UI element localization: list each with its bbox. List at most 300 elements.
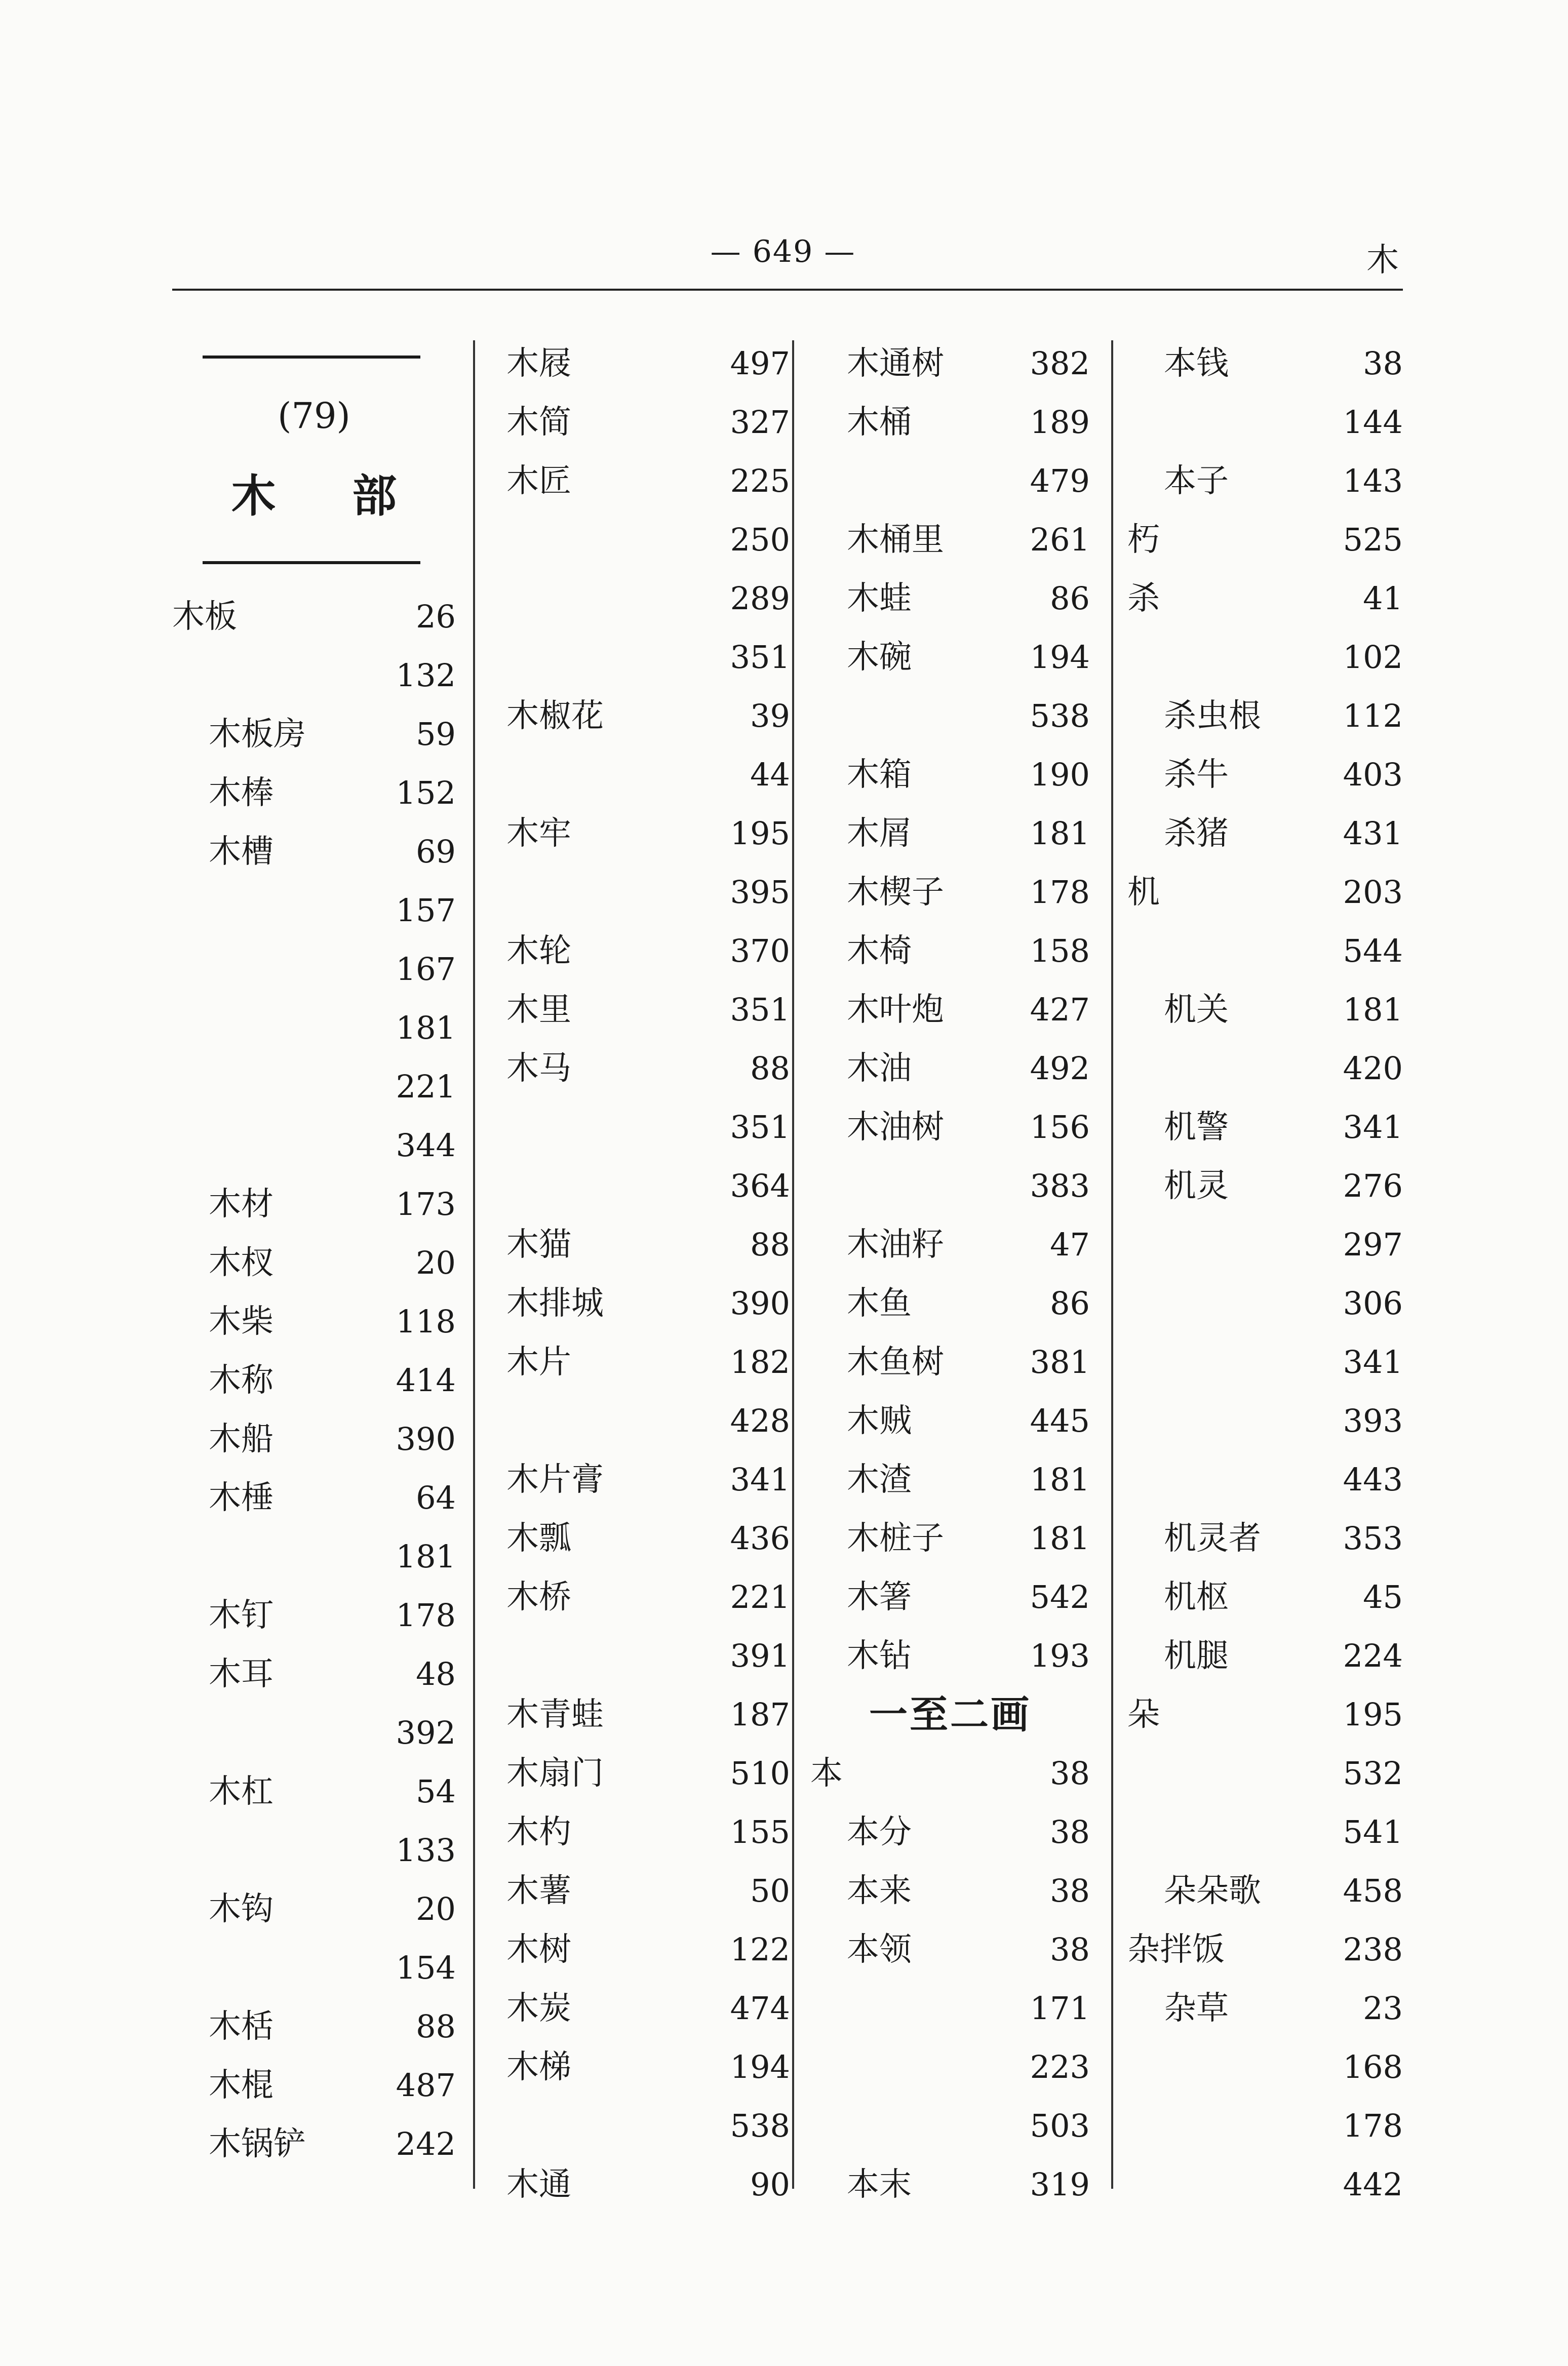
entry-page-number: 181 xyxy=(396,1538,456,1575)
entry-word: 杀牛 xyxy=(1164,756,1229,794)
index-entry xyxy=(810,510,1090,569)
entry-page-number: 525 xyxy=(1343,521,1403,558)
index-entry xyxy=(506,2097,790,2155)
index-entry xyxy=(506,334,790,393)
entry-page-number: 479 xyxy=(1030,462,1090,499)
index-entry xyxy=(172,1997,456,2056)
entry-page-number: 225 xyxy=(730,462,790,499)
index-entry xyxy=(172,2115,456,2174)
entry-page-number: 86 xyxy=(1050,1285,1090,1322)
index-entry xyxy=(1127,1215,1403,1274)
index-entry xyxy=(810,628,1090,687)
entry-page-number: 156 xyxy=(1030,1109,1090,1146)
entry-page-number: 351 xyxy=(730,639,790,676)
entry-page-number: 503 xyxy=(1030,2107,1090,2144)
header-rule xyxy=(172,289,1403,291)
index-entry xyxy=(810,1862,1090,1920)
entry-page-number: 223 xyxy=(1030,2048,1090,2085)
entry-page-number: 195 xyxy=(1343,1696,1403,1733)
entry-page-number: 178 xyxy=(1343,2107,1403,2144)
entry-page-number: 38 xyxy=(1050,1872,1090,1909)
entry-word: 木椅 xyxy=(847,932,912,970)
entry-page-number: 393 xyxy=(1343,1402,1403,1439)
entry-word: 木桥 xyxy=(506,1579,571,1616)
index-entry xyxy=(1127,980,1403,1039)
entry-word: 木板 xyxy=(172,598,237,636)
entry-page-number: 420 xyxy=(1343,1050,1403,1087)
entry-page-number: 390 xyxy=(730,1285,790,1322)
entry-word: 木油 xyxy=(847,1050,912,1087)
entry-word: 杀 xyxy=(1127,580,1160,617)
index-entry xyxy=(810,1744,1090,1803)
entry-word: 木牢 xyxy=(506,815,571,852)
entry-word: 木椒花 xyxy=(506,697,604,735)
index-entry xyxy=(1127,1157,1403,1215)
entry-word: 木里 xyxy=(506,991,571,1029)
entry-word: 木简 xyxy=(506,404,571,441)
entry-word: 木箱 xyxy=(847,756,912,794)
index-entry xyxy=(172,2056,456,2115)
entry-page-number: 442 xyxy=(1343,2166,1403,2203)
entry-page-number: 178 xyxy=(1030,874,1090,911)
entry-page-number: 224 xyxy=(1343,1637,1403,1674)
index-entry xyxy=(506,452,790,510)
entry-word: 木青蛙 xyxy=(506,1696,604,1733)
entry-page-number: 38 xyxy=(1050,1755,1090,1792)
entry-page-number: 351 xyxy=(730,991,790,1028)
entry-word: 木轮 xyxy=(506,932,571,970)
entry-word: 木马 xyxy=(506,1050,571,1087)
entry-page-number: 133 xyxy=(396,1832,456,1869)
index-entry xyxy=(1127,334,1403,393)
index-entry xyxy=(172,1880,456,1939)
entry-page-number: 171 xyxy=(1030,1990,1090,2027)
entry-page-number: 158 xyxy=(1030,932,1090,969)
index-entry xyxy=(1127,1862,1403,1920)
entry-word: 木片 xyxy=(506,1344,571,1381)
entry-word: 本领 xyxy=(847,1931,912,1968)
index-entry xyxy=(810,393,1090,452)
index-entry xyxy=(172,940,456,999)
entry-page-number: 544 xyxy=(1343,932,1403,969)
entry-page-number: 383 xyxy=(1030,1167,1090,1204)
entry-page-number: 178 xyxy=(396,1597,456,1634)
entry-page-number: 54 xyxy=(416,1773,456,1810)
entry-page-number: 487 xyxy=(396,2067,456,2104)
entry-page-number: 194 xyxy=(1030,639,1090,676)
entry-page-number: 428 xyxy=(730,1402,790,1439)
entry-word: 木贼 xyxy=(847,1402,912,1440)
entry-page-number: 88 xyxy=(750,1050,790,1087)
entry-page-number: 173 xyxy=(396,1186,456,1223)
section-title: 木 部 xyxy=(231,470,427,522)
entry-word: 本来 xyxy=(847,1872,912,1910)
index-entry xyxy=(1127,1274,1403,1333)
index-entry xyxy=(1127,1098,1403,1157)
subsection-title: 一至二画 xyxy=(869,1692,1031,1737)
entry-page-number: 203 xyxy=(1343,874,1403,911)
entry-page-number: 69 xyxy=(416,833,456,870)
entry-page-number: 45 xyxy=(1363,1579,1403,1615)
index-entry xyxy=(506,1157,790,1215)
entry-page-number: 344 xyxy=(396,1127,456,1164)
entry-page-number: 306 xyxy=(1343,1285,1403,1322)
entry-page-number: 370 xyxy=(730,932,790,969)
entry-page-number: 182 xyxy=(730,1344,790,1381)
entry-page-number: 44 xyxy=(750,756,790,793)
index-entry xyxy=(1127,2097,1403,2155)
index-entry xyxy=(506,1450,790,1509)
entry-page-number: 195 xyxy=(730,815,790,852)
entry-page-number: 403 xyxy=(1343,756,1403,793)
index-entry xyxy=(810,1215,1090,1274)
column-divider xyxy=(1111,340,1113,2189)
index-entry xyxy=(810,980,1090,1039)
index-column-4 xyxy=(1127,334,1403,2214)
index-entry xyxy=(1127,628,1403,687)
entry-word: 本分 xyxy=(847,1813,912,1851)
index-entry xyxy=(810,1627,1090,1685)
entry-word: 木碗 xyxy=(847,639,912,676)
entry-page-number: 538 xyxy=(730,2107,790,2144)
index-entry xyxy=(810,1803,1090,1862)
entry-page-number: 510 xyxy=(730,1755,790,1792)
index-entry xyxy=(1127,1685,1403,1744)
entry-page-number: 39 xyxy=(750,697,790,734)
entry-page-number: 221 xyxy=(396,1068,456,1105)
entry-page-number: 542 xyxy=(1030,1579,1090,1615)
entry-page-number: 86 xyxy=(1050,580,1090,617)
index-entry xyxy=(1127,1039,1403,1098)
entry-page-number: 168 xyxy=(1343,2048,1403,2085)
index-entry xyxy=(1127,922,1403,980)
entry-word: 本钱 xyxy=(1164,345,1229,382)
index-entry xyxy=(1127,393,1403,452)
entry-page-number: 20 xyxy=(416,1890,456,1927)
index-column-2 xyxy=(506,334,790,2214)
entry-word: 木薯 xyxy=(506,1872,571,1910)
entry-word: 机灵 xyxy=(1164,1167,1229,1205)
entry-page-number: 189 xyxy=(1030,404,1090,441)
entry-word: 木匠 xyxy=(506,462,571,500)
entry-word: 木树 xyxy=(506,1931,571,1968)
entry-word: 木瓢 xyxy=(506,1520,571,1557)
index-entry xyxy=(810,1450,1090,1509)
index-entry xyxy=(172,1469,456,1527)
index-entry xyxy=(172,1704,456,1762)
entry-list xyxy=(810,334,1090,2214)
entry-page-number: 242 xyxy=(396,2125,456,2162)
index-entry xyxy=(506,687,790,745)
entry-page-number: 492 xyxy=(1030,1050,1090,1087)
index-entry xyxy=(506,628,790,687)
index-entry xyxy=(172,1586,456,1645)
entry-word: 木桶 xyxy=(847,404,912,441)
entry-word: 机警 xyxy=(1164,1109,1229,1146)
index-entry xyxy=(810,804,1090,863)
entry-word: 木杓 xyxy=(506,1813,571,1851)
entry-page-number: 157 xyxy=(396,892,456,929)
entry-page-number: 395 xyxy=(730,874,790,911)
index-entry xyxy=(172,1410,456,1469)
entry-word: 木油树 xyxy=(847,1109,944,1146)
entry-page-number: 38 xyxy=(1050,1931,1090,1968)
index-entry xyxy=(506,393,790,452)
entry-page-number: 50 xyxy=(750,1872,790,1909)
index-entry xyxy=(810,922,1090,980)
entry-word: 木钻 xyxy=(847,1637,912,1675)
entry-page-number: 341 xyxy=(1343,1109,1403,1146)
index-entry xyxy=(506,1568,790,1627)
index-entry xyxy=(506,569,790,628)
index-entry xyxy=(810,687,1090,745)
entry-page-number: 443 xyxy=(1343,1461,1403,1498)
entry-word: 木箸 xyxy=(847,1579,912,1616)
entry-page-number: 474 xyxy=(730,1990,790,2027)
index-entry xyxy=(1127,687,1403,745)
entry-word: 本子 xyxy=(1164,462,1229,500)
entry-word: 木钉 xyxy=(209,1597,273,1634)
index-entry xyxy=(810,452,1090,510)
entry-page-number: 112 xyxy=(1343,697,1403,734)
index-entry xyxy=(1127,1568,1403,1627)
entry-page-number: 181 xyxy=(1030,1461,1090,1498)
index-entry xyxy=(810,1157,1090,1215)
entry-page-number: 102 xyxy=(1343,639,1403,676)
index-entry xyxy=(506,1509,790,1568)
entry-page-number: 497 xyxy=(730,345,790,382)
index-entry xyxy=(1127,745,1403,804)
entry-list xyxy=(506,334,790,2214)
index-entry xyxy=(506,2038,790,2097)
entry-page-number: 41 xyxy=(1363,580,1403,617)
entry-word: 机枢 xyxy=(1164,1579,1229,1616)
entry-word: 木耳 xyxy=(209,1655,273,1693)
entry-page-number: 541 xyxy=(1343,1813,1403,1850)
index-entry xyxy=(1127,1979,1403,2038)
index-entry xyxy=(172,881,456,940)
entry-page-number: 297 xyxy=(1343,1226,1403,1263)
index-entry xyxy=(810,1568,1090,1627)
entry-page-number: 436 xyxy=(730,1520,790,1557)
index-entry xyxy=(810,1392,1090,1450)
index-entry xyxy=(506,1862,790,1920)
entry-word: 杀猪 xyxy=(1164,815,1229,852)
entry-page-number: 319 xyxy=(1030,2166,1090,2203)
index-entry xyxy=(172,1116,456,1175)
entry-page-number: 327 xyxy=(730,404,790,441)
entry-word: 木桩子 xyxy=(847,1520,944,1557)
index-entry xyxy=(172,587,456,646)
index-entry xyxy=(1127,863,1403,922)
entry-word: 木猫 xyxy=(506,1226,571,1264)
entry-page-number: 341 xyxy=(730,1461,790,1498)
entry-page-number: 20 xyxy=(416,1244,456,1281)
entry-page-number: 532 xyxy=(1343,1755,1403,1792)
entry-word: 机关 xyxy=(1164,991,1229,1029)
index-entry xyxy=(506,1685,790,1744)
entry-page-number: 414 xyxy=(396,1362,456,1399)
entry-word: 木杈 xyxy=(209,1244,273,1282)
entry-word: 木梯 xyxy=(506,2048,571,2086)
entry-word: 木柴 xyxy=(209,1303,273,1340)
index-entry xyxy=(810,1509,1090,1568)
entry-word: 木棍 xyxy=(209,2067,273,2104)
entry-word: 木杠 xyxy=(209,1773,273,1810)
index-entry xyxy=(506,1333,790,1392)
entry-page-number: 261 xyxy=(1030,521,1090,558)
index-entry xyxy=(506,1392,790,1450)
index-entry xyxy=(810,569,1090,628)
entry-word: 木材 xyxy=(209,1186,273,1223)
index-entry xyxy=(1127,2038,1403,2097)
entry-page-number: 181 xyxy=(1030,815,1090,852)
section-heading xyxy=(172,334,456,587)
entry-word: 木槽 xyxy=(209,833,273,871)
index-entry xyxy=(172,764,456,822)
entry-page-number: 23 xyxy=(1363,1990,1403,2027)
entry-word: 木称 xyxy=(209,1362,273,1399)
index-entry xyxy=(810,1039,1090,1098)
entry-word: 木渣 xyxy=(847,1461,912,1499)
index-entry xyxy=(172,1645,456,1704)
entry-page-number: 187 xyxy=(730,1696,790,1733)
index-entry xyxy=(172,999,456,1057)
entry-page-number: 90 xyxy=(750,2166,790,2203)
index-entry xyxy=(810,1920,1090,1979)
entry-page-number: 353 xyxy=(1343,1520,1403,1557)
entry-page-number: 431 xyxy=(1343,815,1403,852)
index-entry xyxy=(1127,804,1403,863)
index-entry xyxy=(810,2097,1090,2155)
entry-word: 木桶里 xyxy=(847,521,944,559)
entry-word: 木栝 xyxy=(209,2008,273,2045)
index-entry xyxy=(1127,1803,1403,1862)
entry-page-number: 132 xyxy=(396,657,456,694)
entry-page-number: 364 xyxy=(730,1167,790,1204)
section-rule-top xyxy=(203,356,420,359)
page-number: — 649 — xyxy=(710,234,856,269)
entry-page-number: 445 xyxy=(1030,1402,1090,1439)
index-entry xyxy=(506,1803,790,1862)
entry-word: 木锅铲 xyxy=(209,2125,306,2163)
entry-page-number: 154 xyxy=(396,1949,456,1986)
index-entry xyxy=(172,1939,456,1997)
entry-page-number: 181 xyxy=(1343,991,1403,1028)
entry-page-number: 38 xyxy=(1050,1813,1090,1850)
index-entry xyxy=(506,1215,790,1274)
entry-page-number: 390 xyxy=(396,1421,456,1457)
entry-word: 木油籽 xyxy=(847,1226,944,1264)
entry-word: 朵朵歌 xyxy=(1164,1872,1261,1910)
entry-page-number: 118 xyxy=(396,1303,456,1340)
entry-word: 木船 xyxy=(209,1421,273,1458)
index-entry xyxy=(810,2155,1090,2214)
entry-word: 木排城 xyxy=(506,1285,604,1322)
index-entry xyxy=(810,1333,1090,1392)
entry-word: 木蛙 xyxy=(847,580,912,617)
entry-word: 机腿 xyxy=(1164,1637,1229,1675)
entry-word: 木棰 xyxy=(209,1479,273,1517)
index-entry xyxy=(1127,1627,1403,1685)
index-entry xyxy=(1127,1509,1403,1568)
entry-page-number: 181 xyxy=(396,1009,456,1046)
entry-word: 朵 xyxy=(1127,1696,1160,1733)
index-entry xyxy=(1127,1450,1403,1509)
entry-page-number: 289 xyxy=(730,580,790,617)
index-entry xyxy=(506,804,790,863)
entry-page-number: 190 xyxy=(1030,756,1090,793)
index-entry xyxy=(172,646,456,705)
entry-word: 朽 xyxy=(1127,521,1160,559)
index-entry xyxy=(172,1821,456,1880)
index-entry xyxy=(810,1274,1090,1333)
entry-word: 本末 xyxy=(847,2166,912,2203)
entry-page-number: 64 xyxy=(416,1479,456,1516)
index-column-1 xyxy=(172,334,456,2174)
entry-word: 机 xyxy=(1127,874,1160,911)
entry-page-number: 59 xyxy=(416,716,456,753)
entry-page-number: 381 xyxy=(1030,1344,1090,1381)
index-entry xyxy=(172,1762,456,1821)
index-entry xyxy=(506,1098,790,1157)
entry-word: 木通树 xyxy=(847,345,944,382)
index-entry xyxy=(172,1527,456,1586)
index-entry xyxy=(810,745,1090,804)
index-entry xyxy=(1127,1392,1403,1450)
entry-word: 木板房 xyxy=(209,716,306,753)
index-entry xyxy=(810,863,1090,922)
index-entry xyxy=(172,1175,456,1234)
entry-page-number: 538 xyxy=(1030,697,1090,734)
entry-list xyxy=(172,587,456,2174)
index-entry xyxy=(810,334,1090,393)
entry-page-number: 152 xyxy=(396,774,456,811)
index-entry xyxy=(506,863,790,922)
index-entry xyxy=(172,705,456,764)
index-column-3 xyxy=(810,334,1090,2214)
column-divider xyxy=(473,340,475,2189)
entry-word: 木鱼树 xyxy=(847,1344,944,1381)
index-entry xyxy=(506,1920,790,1979)
entry-word: 木炭 xyxy=(506,1990,571,2027)
index-entry xyxy=(506,1274,790,1333)
entry-page-number: 238 xyxy=(1343,1931,1403,1968)
index-entry xyxy=(506,1744,790,1803)
entry-page-number: 167 xyxy=(396,951,456,988)
entry-word: 木鱼 xyxy=(847,1285,912,1322)
entry-page-number: 427 xyxy=(1030,991,1090,1028)
index-entry xyxy=(1127,510,1403,569)
entry-page-number: 276 xyxy=(1343,1167,1403,1204)
index-entry xyxy=(1127,569,1403,628)
section-rule-bottom xyxy=(203,561,420,564)
entry-word: 杂草 xyxy=(1164,1990,1229,2027)
section-number: (79) xyxy=(278,395,350,437)
entry-page-number: 181 xyxy=(1030,1520,1090,1557)
entry-page-number: 194 xyxy=(730,2048,790,2085)
entry-page-number: 382 xyxy=(1030,345,1090,382)
entry-page-number: 193 xyxy=(1030,1637,1090,1674)
index-entry xyxy=(1127,1333,1403,1392)
entry-word: 木叶炮 xyxy=(847,991,944,1029)
subsection-heading xyxy=(810,1685,1090,1744)
entry-page-number: 392 xyxy=(396,1714,456,1751)
index-entry xyxy=(506,1979,790,2038)
index-entry xyxy=(172,822,456,881)
entry-word: 木扇门 xyxy=(506,1755,604,1792)
entry-page-number: 88 xyxy=(416,2008,456,2045)
